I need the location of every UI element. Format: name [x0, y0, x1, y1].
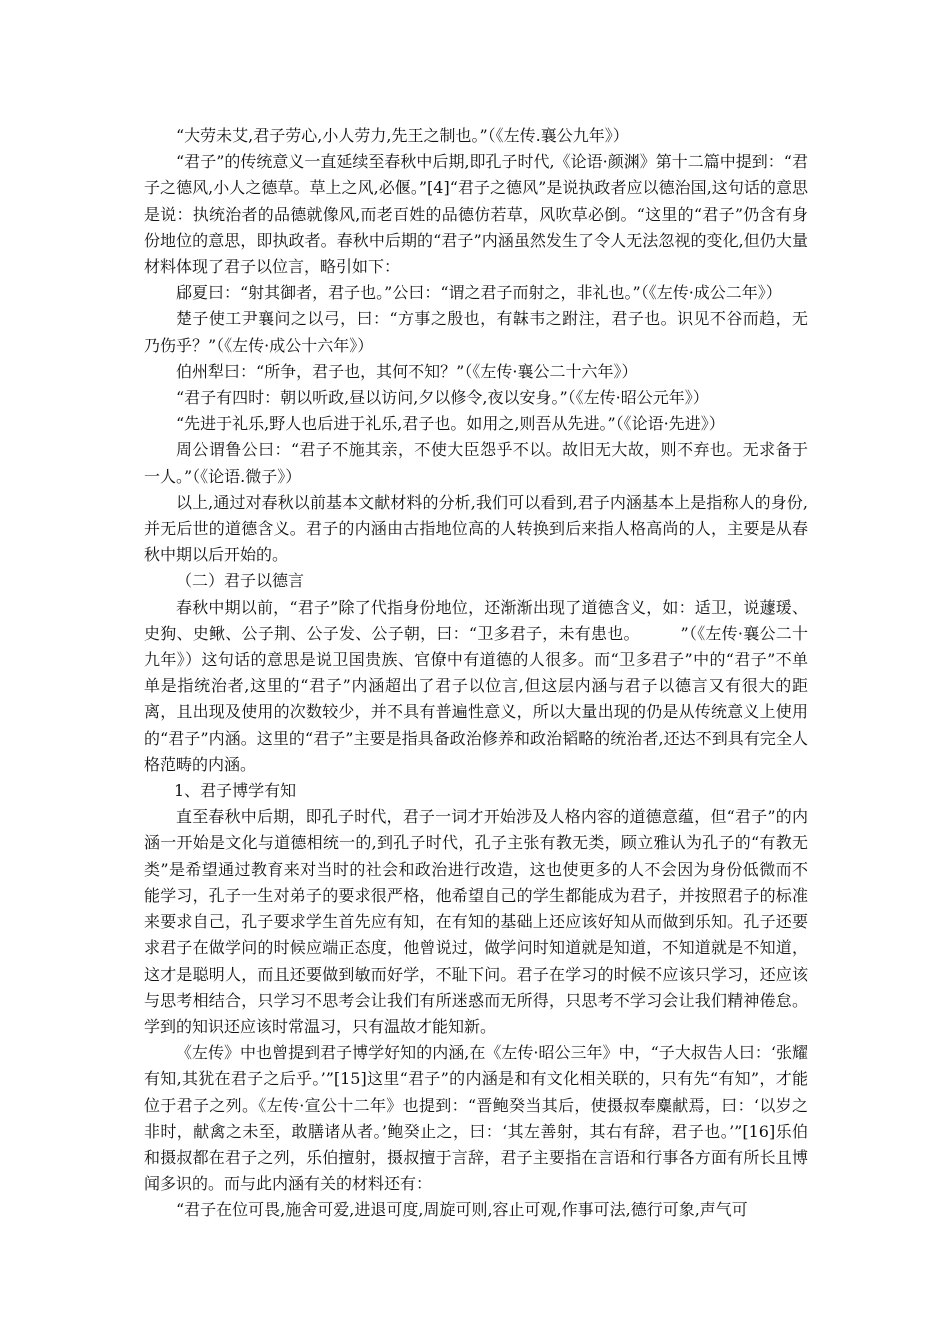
quote-paragraph: “君子在位可畏,施舍可爱,进退可度,周旋可则,容止可观,作事可法,德行可象,声气可: [176, 1200, 748, 1220]
body-paragraph: 直至春秋中后期，即孔子时代，君子一词才开始涉及人格内容的道德意蕴，但“君子”的内涵一开始是文化与道德相统一的,到孔子时代，孔子主张有教无类，顾立雅认为孔子的“有教无类”是希望通过教育来对当时的社会和政治进行改造，这也使更多的人不会因为身份低微而不能学习，孔子一生对弟子的要求很严格，他希望自己的学生都能成为君子，并按照君子的标准来要求自己，孔子要求学生首先应有知，在有知的基础上还应该好知从而做到乐知。孔子还要求君子在做学问的时候应端正态度，他曾说过，做学问时知道就是知道，不知道就是不知道，这才是聪明人，而且还要做到敏而好学，不耻下问。君子在学习的时候不应该只学习，还应该与思考相结合，只学习不思考会让我们有所迷惑而无所得，只思考不学习会让我们精神倦怠。学到的知识还应该时常温习，只有温故才能知新。: [144, 807, 808, 1036]
quote-paragraph: “大劳未艾,君子劳心,小人劳力,先王之制也。”（《左传.襄公九年》）: [176, 126, 629, 145]
subsection-heading: 1、君子博学有知: [174, 781, 297, 801]
quote-paragraph: “先进于礼乐,野人也后进于礼乐,君子也。如用之,则吾从先进。”（《论语·先进》）: [176, 414, 725, 434]
section-heading: （二）君子以德言: [176, 571, 305, 591]
quote-paragraph: 周公谓鲁公曰：“君子不施其亲，不使大臣怨乎不以。故旧无大故，则不弃也。无求备于一人。”（《论语.微子》）: [144, 440, 808, 486]
quote-paragraph: “君子有四时：朝以听政,昼以访问,夕以修令,夜以安身。”（《左传·昭公元年》）: [176, 388, 709, 408]
body-paragraph: 《左传》中也曾提到君子博学好知的内涵,在《左传·昭公三年》中，“子大叔告人曰：‘张耀有知,其犹在君子之后乎。’”[15]这里“君子”的内涵是和有文化相关联的，只有先“有知”，才能位于君子之列。《左传·宣公十二年》也提到：“晋鲍癸当其后，使摄叔奉麋献焉，曰：‘以岁之非时，献禽之未至，敢膳诸从者。’鲍癸止之，曰：‘其左善射，其右有辞，君子也。’”[16]乐伯和摄叔都在君子之列，乐伯擅射，摄叔擅于言辞，君子主要指在言语和行事各方面有所长且博闻多识的。而与此内涵有关的材料还有：: [144, 1043, 808, 1194]
body-paragraph: “君子”的传统意义一直延续至春秋中后期,即孔子时代,《论语·颜渊》第十二篇中提到：“君子之德风,小人之德草。草上之风,必偃。”[4]“君子之德风”是说执政者应以德治国,这句话的意思是说：执统治者的品德就像风,而老百姓的品德仿若草，风吹草必倒。“这里的“君子”仍含有身份地位的意思，即执政者。春秋中后期的“君子”内涵虽然发生了令人无法忽视的变化,但仍大量材料体现了君子以位言，略引如下：: [144, 152, 808, 277]
quote-paragraph: 郈夏曰：“射其御者，君子也。”公曰：“谓之君子而射之，非礼也。”（《左传·成公二年》）: [176, 283, 782, 303]
quote-paragraph: 伯州犁曰：“所争，君子也，其何不知？”（《左传·襄公二十六年》）: [176, 361, 638, 381]
body-paragraph: 春秋中期以前，“君子”除了代指身份地位，还渐渐出现了道德含义，如：适卫，说蘧瑗、史狗、史鳅、公子荆、公子发、公子朝，曰：“卫多君子，未有患也。 ”（《左传·襄公二十九年》）这句话的意思是说卫国贵族、官僚中有道德的人很多。而“卫多君子”中的“君子”不单单是指统治者,这里的“君子”内涵超出了君子以位言,但这层内涵与君子以德言又有很大的距离，且出现及使用的次数较少，并不具有普遍性意义，所以大量出现的仍是从传统意义上使用的“君子”内涵。这里的“君子”主要是指具备政治修养和政治韬略的统治者,还达不到具有完全人格范畴的内涵。: [144, 597, 808, 774]
document-body: [144, 123, 808, 1224]
quote-paragraph: 楚子使工尹襄问之以弓，曰：“方事之殷也，有韎韦之跗注，君子也。识见不谷而趋，无乃伤乎？”（《左传·成公十六年》）: [144, 309, 808, 355]
body-paragraph: 以上,通过对春秋以前基本文献材料的分析,我们可以看到,君子内涵基本上是指称人的身份,并无后世的道德含义。君子的内涵由古指地位高的人转换到后来指人格高尚的人，主要是从春秋中期以后开始的。: [144, 492, 808, 565]
